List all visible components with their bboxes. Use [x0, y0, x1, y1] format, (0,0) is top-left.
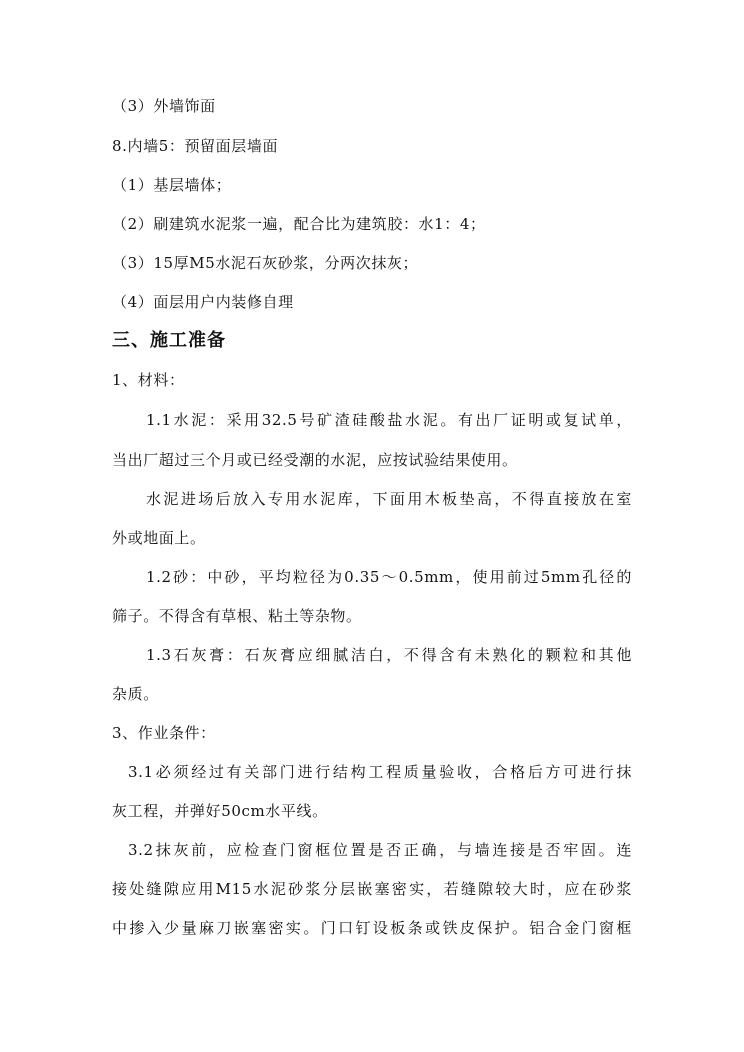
interior-wall-5-title: 8.内墙5：预留面层墙面	[112, 137, 279, 155]
sand-paragraph-line-1: 1.2砂：中砂，平均粒径为0.35～0.5mm，使用前过5mm孔径的	[146, 568, 632, 586]
conditions-title: 3、作业条件：	[112, 724, 216, 742]
storage-paragraph-line-1: 水泥进场后放入专用水泥库，下面用木板垫高，不得直接放在室	[146, 490, 632, 508]
section-heading-preparation: 三、施工准备	[112, 330, 226, 351]
condition-3-1-line-1: 3.1必须经过有关部门进行结构工程质量验收，合格后方可进行抹	[128, 763, 632, 781]
condition-3-2-line-2: 接处缝隙应用M15水泥砂浆分层嵌塞密实，若缝隙较大时，应在砂浆	[112, 880, 632, 898]
sand-paragraph-line-2: 筛子。不得含有草根、粘土等杂物。	[112, 607, 362, 625]
lime-paragraph-line-2: 杂质。	[112, 685, 159, 703]
condition-3-2-line-1: 3.2抹灰前，应检查门窗框位置是否正确，与墙连接是否牢固。连	[128, 841, 632, 859]
list-item-lime-mortar: （3）15厚M5水泥石灰砂浆，分两次抹灰；	[112, 254, 419, 272]
storage-paragraph-line-2: 外或地面上。	[112, 529, 206, 547]
list-item-base-wall: （1）基层墙体；	[112, 176, 232, 194]
list-item-surface-layer: （4）面层用户内装修自理	[112, 293, 294, 311]
cement-paragraph-line-1: 1.1水泥：采用32.5号矿渣硅酸盐水泥。有出厂证明或复试单，	[146, 411, 632, 429]
lime-paragraph-line-1: 1.3石灰膏：石灰膏应细腻洁白，不得含有未熟化的颗粒和其他	[146, 646, 632, 664]
condition-3-1-line-2: 灰工程，并弹好50cm水平线。	[112, 802, 328, 820]
condition-3-2-line-3: 中掺入少量麻刀嵌塞密实。门口钉设板条或铁皮保护。铝合金门窗框	[112, 919, 632, 937]
list-item-exterior-finish: （3）外墙饰面	[112, 97, 216, 115]
list-item-cement-slurry: （2）刷建筑水泥浆一遍，配合比为建筑胶：水1：4；	[112, 215, 486, 233]
cement-paragraph-line-2: 当出厂超过三个月或已经受潮的水泥，应按试验结果使用。	[112, 451, 518, 469]
materials-title: 1、材料：	[112, 371, 185, 389]
